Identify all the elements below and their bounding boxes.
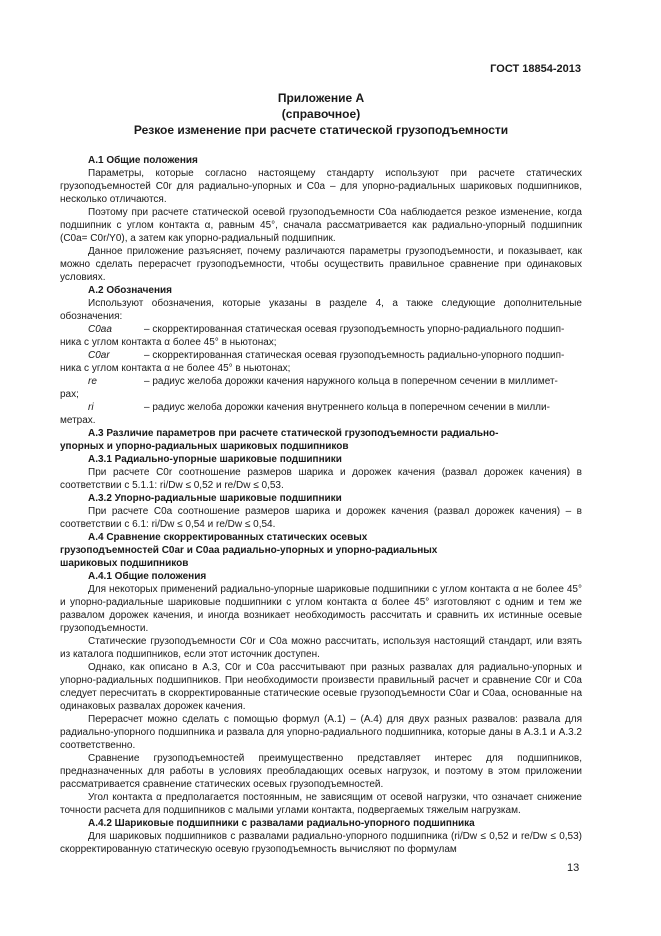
- paragraph: Статические грузоподъемности C0r и C0a можно рассчитать, используя настоящий стандарт, или взять из каталога подшипников, если этот источник доступен.: [60, 636, 582, 660]
- standard-number: ГОСТ 18854-2013: [490, 63, 581, 75]
- paragraph: Угол контакта α предполагается постоянным, не зависящим от осевой нагрузки, что означает снижение точности расчета для подшипников с малыми углами контакта, подвергаемых тяжелым нагрузкам.: [60, 792, 582, 816]
- section-heading-continued: грузоподъемностей C0ar и C0aa радиально-упорных и упорно-радиальных: [60, 545, 438, 556]
- paragraph: Сравнение грузоподъемностей преимущественно представляет интерес для подшипников, предназначенных для работы в условиях преобладающих осевых нагрузок, и поэтому в этом приложении рассматривается сравнение статических осевых грузоподъемностей.: [60, 753, 582, 790]
- annex-title-block: [60, 90, 582, 138]
- annex-title: Резкое изменение при расчете статической грузоподъемности: [133, 123, 509, 137]
- annex-body: [60, 154, 582, 856]
- symbol-definition: [60, 401, 582, 414]
- paragraph: Параметры, которые согласно настоящему стандарту используют при расчете статических грузоподъемностей C0r для радиально-упорных и C0a – для упорно-радиальных шариковых подшипников, несколько отличаются.: [60, 168, 582, 205]
- symbol-description-continued: ника с углом контакта α более 45° в ньютонах;: [60, 337, 277, 348]
- symbol-definition: [60, 349, 582, 362]
- symbol-definition: [60, 375, 582, 388]
- symbol-description: – скорректированная статическая осевая грузоподъемность упорно-радиального подшип-: [144, 324, 565, 335]
- section-heading: А.4 Сравнение скорректированных статических осевых: [88, 532, 368, 543]
- symbol-description: – радиус желоба дорожки качения наружного кольца в поперечном сечении в миллимет-: [144, 376, 558, 387]
- symbol-description-continued: рах;: [60, 389, 79, 400]
- page-number: 13: [567, 862, 580, 874]
- section-heading: А.3.1 Радиально-упорные шариковые подшипники: [88, 454, 342, 465]
- section-heading: А.4.1 Общие положения: [88, 571, 207, 582]
- annex-content: [60, 90, 582, 856]
- symbol-definition: [60, 323, 582, 336]
- symbol-description: – скорректированная статическая осевая грузоподъемность радиально-упорного подшип-: [144, 350, 565, 361]
- paragraph: Перерасчет можно сделать с помощью формул (А.1) – (А.4) для двух разных развалов: развала для радиально-упорного подшипника и развала для упорно-радиального подшипника, которые даны в А.3.1 и А.3.2 соответственно.: [60, 714, 582, 751]
- section-heading-continued: упорных и упорно-радиальных шариковых подшипников: [60, 441, 349, 452]
- paragraph: Однако, как описано в А.3, C0r и C0a рассчитывают при разных развалах для радиально-упорных и упорно-радиальных подшипников. При необходимости произвести правильный расчет и сравнение C0r и C0a следует пересчитать в скорректированные статические осевые грузоподъемности C0ar и C0aa, основанные на одинаковых развалах дорожек качения.: [60, 662, 582, 712]
- paragraph: При расчете C0r соотношение размеров шарика и дорожек качения (развал дорожек качения) в соответствии с 5.1.1: ri/Dw ≤ 0,52 и re/Dw ≤ 0,53.: [60, 467, 582, 491]
- annex-kind: (справочное): [281, 107, 361, 121]
- section-heading: А.1 Общие положения: [88, 155, 198, 166]
- paragraph: Используют обозначения, которые указаны в разделе 4, а также следующие дополнительные обозначения:: [60, 298, 582, 322]
- paragraph: Данное приложение разъясняет, почему различаются параметры грузоподъемности, и показывает, как можно сделать перерасчет грузоподъемности, чтобы осуществить правильное сравнение при одинаковых условиях.: [60, 246, 582, 283]
- paragraph: Для некоторых применений радиально-упорные шариковые подшипники с углом контакта α не более 45° и упорно-радиальные шариковые подшипники с углом контакта α более 45° изготовляют с одним и тем же развалом дорожек качения, и иногда возникает необходимость рассчитать и сравнить их истинные осевые грузоподъемности.: [60, 584, 582, 634]
- annex-label: Приложение А: [277, 91, 365, 105]
- symbol: C0ar: [88, 350, 110, 361]
- symbol-description-continued: метрах.: [60, 415, 96, 426]
- symbol: ri: [88, 402, 94, 413]
- paragraph: Для шариковых подшипников с развалами радиально-упорного подшипника (ri/Dw ≤ 0,52 и re/Dw ≤ 0,53) скорректированную статическую осевую грузоподъемность вычисляют по формулам: [60, 831, 582, 855]
- paragraph: При расчете C0a соотношение размеров шарика и дорожек качения (развал дорожек качения) – в соответствии с 6.1: ri/Dw ≤ 0,54 и re/Dw ≤ 0,54.: [60, 506, 582, 530]
- section-heading: А.2 Обозначения: [88, 285, 172, 296]
- symbol: re: [88, 376, 97, 387]
- section-heading: А.3.2 Упорно-радиальные шариковые подшипники: [88, 493, 342, 504]
- section-heading-continued: шариковых подшипников: [60, 558, 189, 569]
- paragraph: Поэтому при расчете статической осевой грузоподъемности C0a наблюдается резкое изменение, когда подшипник с углом контакта α, равным 45°, сначала рассматривается как радиально-упорный подшипник (C0a= C0r/Y0), а затем как упорно-радиальный подшипник.: [60, 207, 582, 244]
- section-heading: А.3 Различие параметров при расчете статической грузоподъемности радиально-: [88, 428, 499, 439]
- symbol: C0aa: [88, 324, 112, 335]
- symbol-description: – радиус желоба дорожки качения внутреннего кольца в поперечном сечении в милли-: [144, 402, 550, 413]
- symbol-description-continued: ника с углом контакта α не более 45° в ньютонах;: [60, 363, 291, 374]
- section-heading: А.4.2 Шариковые подшипники с развалами радиально-упорного подшипника: [88, 818, 475, 829]
